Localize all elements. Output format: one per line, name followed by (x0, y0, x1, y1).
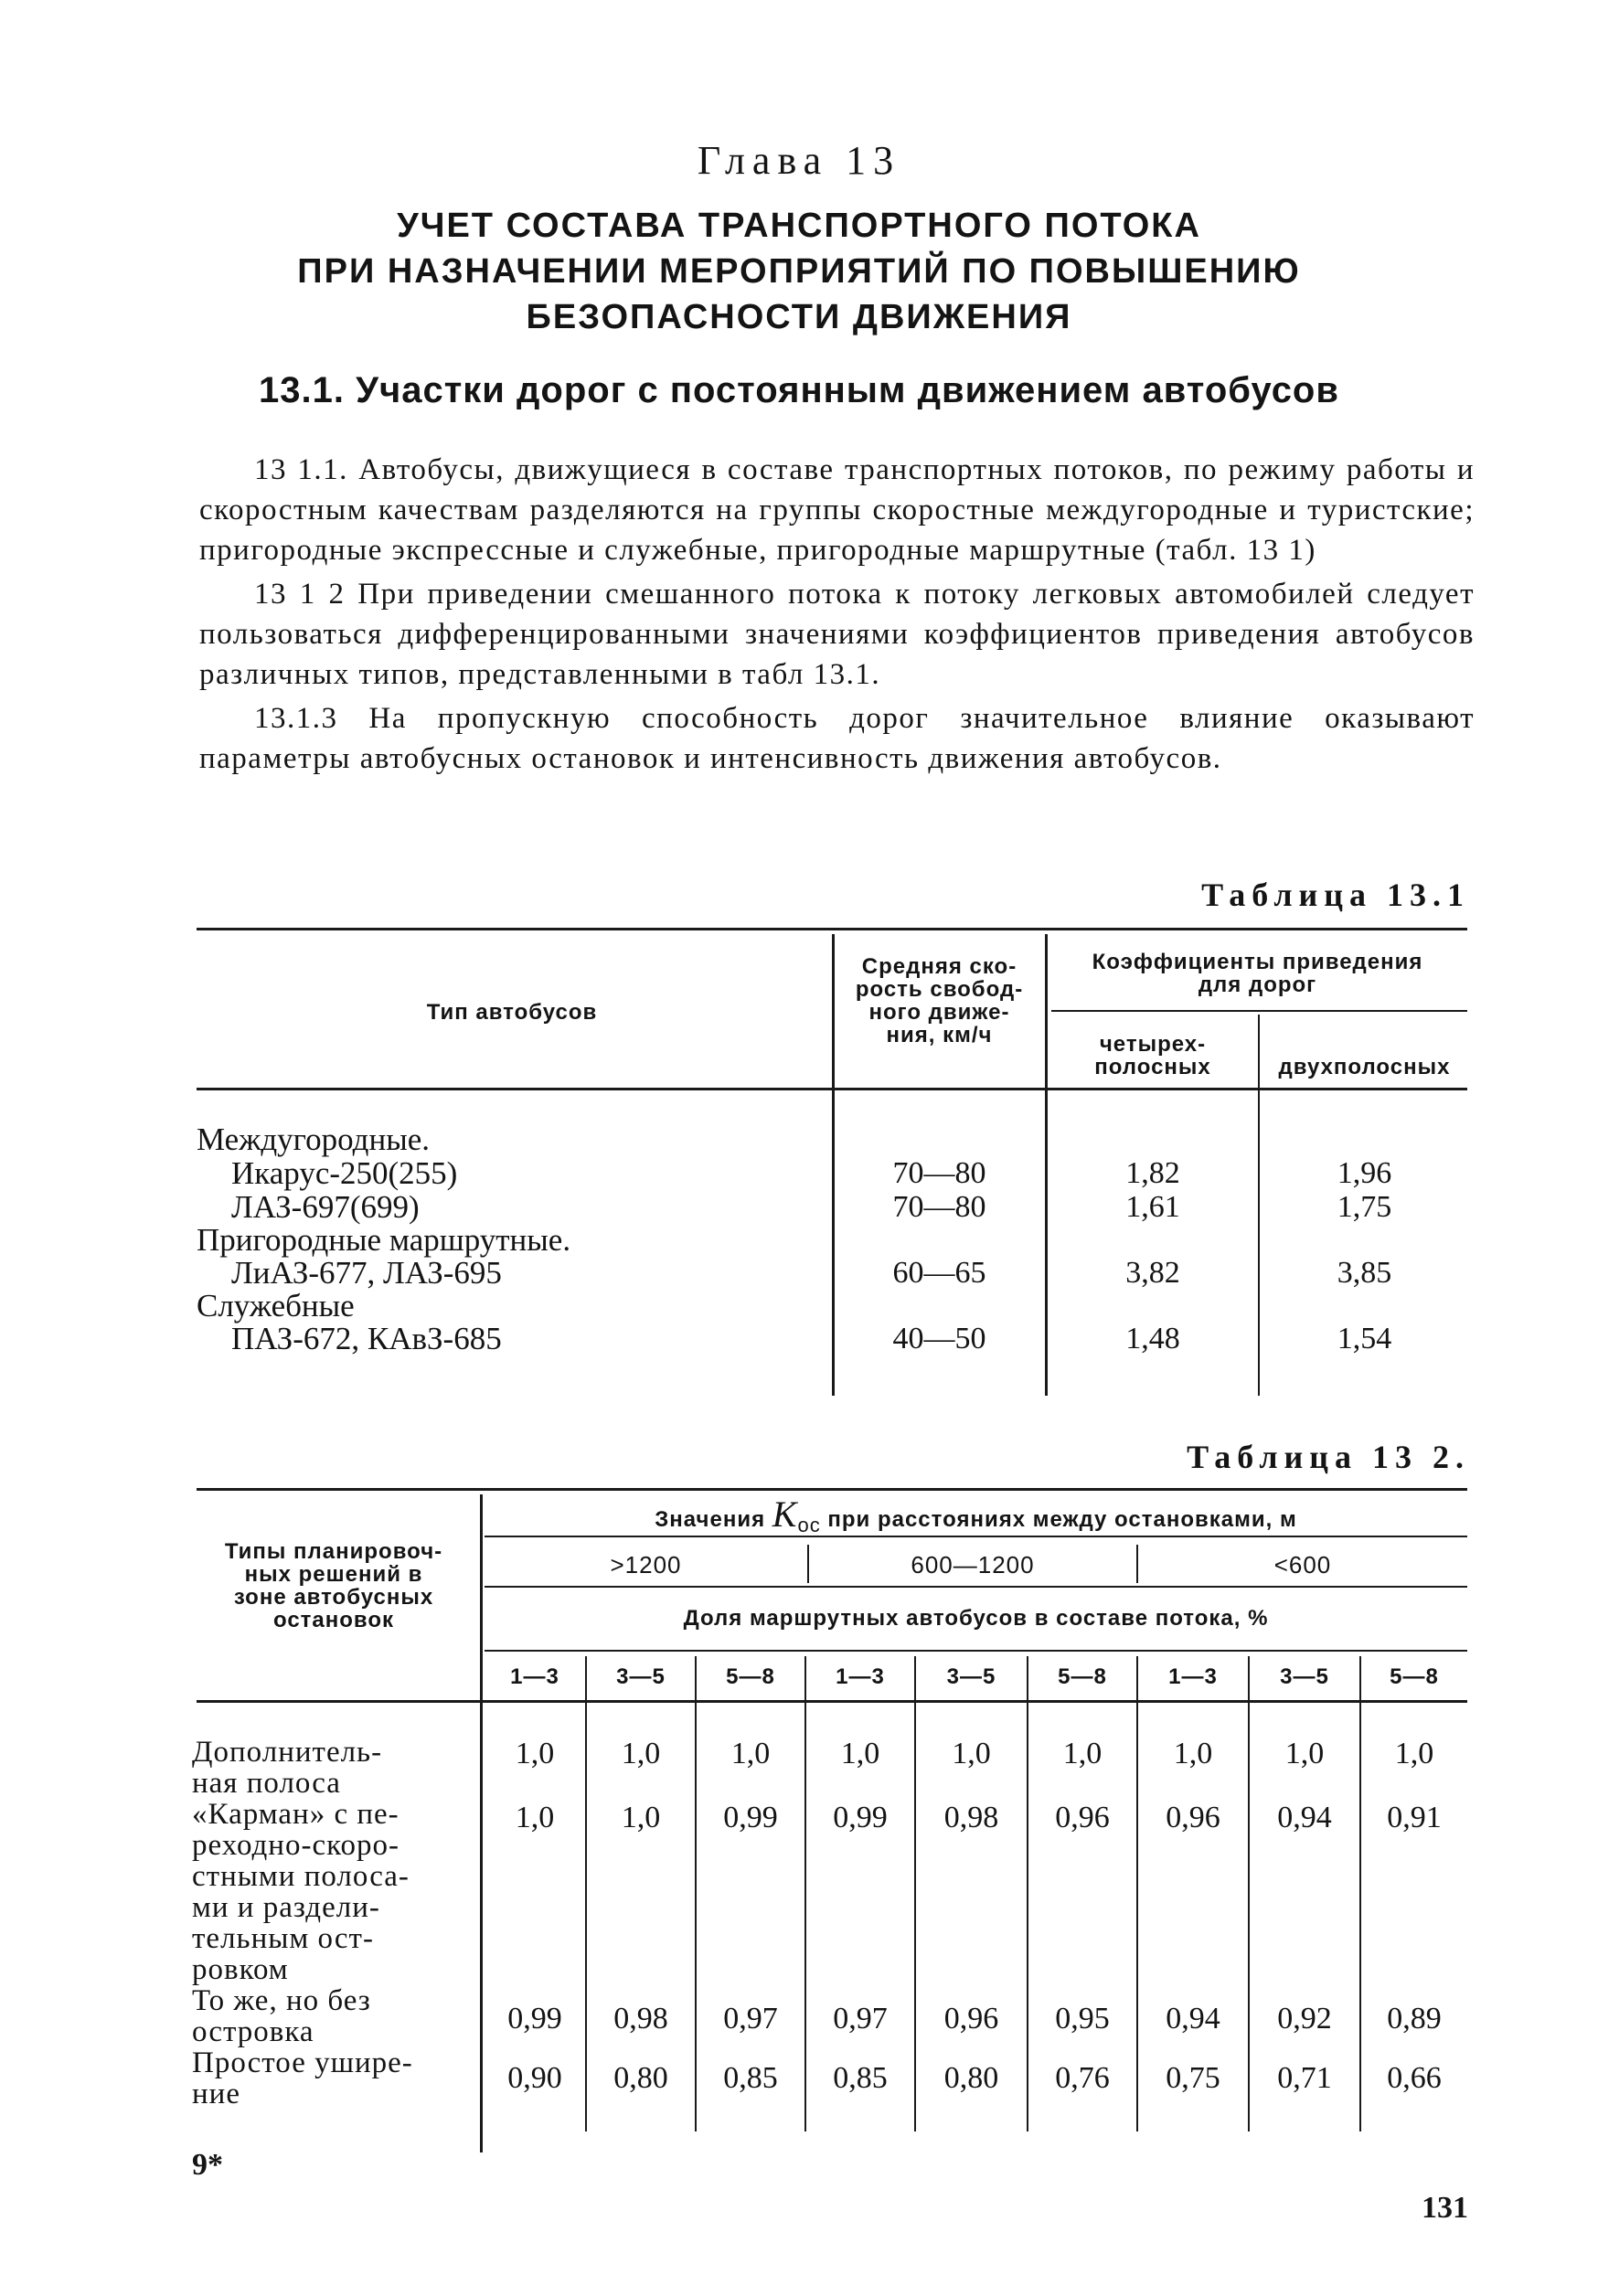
table-cell: 1,0 (621, 1737, 661, 1770)
header-line: рость свобод- (855, 977, 1024, 1002)
label-line: тельным ост- (192, 1922, 374, 1955)
share-column-header: 5—8 (1058, 1664, 1107, 1689)
table1-header-two: двухполосных (1278, 1055, 1451, 1079)
table-cell: 1,61 (1125, 1190, 1180, 1224)
table-cell: 0,66 (1387, 2061, 1442, 2095)
table-cell: 1,0 (840, 1737, 880, 1770)
chapter-title-line: БЕЗОПАСНОСТИ ДВИЖЕНИЯ (526, 298, 1072, 336)
table-row-label: ЛАЗ-697(699) (231, 1189, 420, 1225)
header-line: четырех- (1099, 1032, 1207, 1057)
table-cell: 40—50 (892, 1322, 986, 1355)
distance-header: 600—1200 (911, 1551, 1035, 1578)
table2-rule (485, 1650, 1467, 1652)
table2-top-rule (197, 1488, 1467, 1491)
header-line: Средняя ско- (861, 954, 1017, 979)
table1-header-speed (836, 955, 1042, 1047)
table-cell: 0,92 (1277, 2002, 1332, 2036)
share-column-header: 3—5 (616, 1664, 666, 1689)
label-line: ровком (192, 1953, 289, 1986)
table-cell: 0,99 (833, 1801, 888, 1834)
distance-header: >1200 (610, 1551, 682, 1578)
table-cell: 1,0 (1173, 1737, 1213, 1770)
table2-vline (914, 1656, 916, 2131)
header-line: для дорог (1198, 973, 1317, 997)
table2-vline (1027, 1656, 1028, 2131)
table-cell: 70—80 (892, 1156, 986, 1190)
table-cell: 3,85 (1337, 1256, 1392, 1290)
table-row-label: ПАЗ-672, КАвЗ-685 (231, 1321, 502, 1356)
label-line: стными полоса- (192, 1860, 410, 1893)
table1-subheader-rule (1051, 1010, 1467, 1012)
table-cell: 0,85 (723, 2061, 778, 2095)
table2-vline (695, 1656, 697, 2131)
label-line: Дополнитель- (192, 1736, 383, 1769)
table-cell: 0,94 (1166, 2002, 1220, 2036)
table-cell: 0,96 (943, 2002, 999, 2036)
table2-vline (1136, 1656, 1138, 2131)
table-cell: 0,99 (723, 1801, 778, 1834)
share-column-header: 1—3 (1168, 1664, 1218, 1689)
table2-vline (804, 1656, 806, 2131)
table2-rule (485, 1586, 1467, 1588)
label-line: островка (192, 2015, 314, 2048)
table-cell: 0,99 (507, 2002, 562, 2036)
header-values-prefix: Значения (655, 1507, 766, 1532)
table-cell: 0,90 (507, 2061, 562, 2095)
table2-header-rule (197, 1700, 1467, 1703)
chapter-title-line: УЧЕТ СОСТАВА ТРАНСПОРТНОГО ПОТОКА (397, 207, 1201, 245)
table-cell: 1,0 (730, 1737, 771, 1770)
k-symbol: K (772, 1493, 798, 1535)
table-cell: 1,0 (1394, 1737, 1434, 1770)
table2-vline (480, 1494, 483, 2152)
table-cell: 1,75 (1337, 1190, 1392, 1224)
page-number: 131 (1422, 2191, 1468, 2225)
table-cell: 0,97 (723, 2002, 778, 2036)
label-line: Простое уширe- (192, 2046, 413, 2079)
signature-mark: 9* (192, 2148, 223, 2182)
share-column-header: 5—8 (1390, 1664, 1439, 1689)
table1-top-rule (197, 928, 1467, 930)
table-cell: 60—65 (892, 1256, 986, 1290)
paragraph: 13.1.3 На пропускную способность дорог значительное влияние оказывают параметры автобусных остановок и интенсивность движения автобусов. (199, 702, 1475, 775)
share-column-header: 1—3 (510, 1664, 559, 1689)
paragraph: 13 1 2 При приведении смешанного потока к потоку легковых автомобилей следует пользоваться дифференцированными значениями коэффициентов приведения автобусов различных типов, представленными в табл 13.1. (199, 578, 1475, 691)
table-cell: 1,54 (1337, 1322, 1392, 1355)
header-values-suffix: при расстояниях между остановками, м (827, 1507, 1297, 1532)
table-row-label (192, 1737, 413, 2110)
distance-header: <600 (1273, 1551, 1332, 1578)
table-cell: 0,71 (1277, 2061, 1332, 2095)
header-line: ных решений в (244, 1562, 423, 1587)
table-cell: 0,98 (943, 1801, 999, 1834)
table-cell: 1,0 (1284, 1737, 1325, 1770)
table-cell: 70—80 (892, 1190, 986, 1224)
header-line: ния, км/ч (886, 1023, 993, 1047)
table1-vline (832, 934, 835, 1396)
table-row-label: Икарус-250(255) (231, 1155, 458, 1191)
share-column-header: 3—5 (1280, 1664, 1329, 1689)
table2-vline (1248, 1656, 1250, 2131)
table-cell: 1,96 (1337, 1156, 1392, 1190)
chapter-title (0, 203, 1598, 340)
header-line: остановок (272, 1608, 395, 1632)
table-cell: 0,80 (943, 2061, 999, 2095)
table-cell: 1,0 (515, 1737, 555, 1770)
table-cell: 0,98 (613, 2002, 668, 2036)
table2-vline (1359, 1656, 1361, 2131)
share-header: Доля маршрутных автобусов в составе потока, % (683, 1606, 1269, 1631)
table2-header-type (192, 1540, 475, 1632)
share-column-header: 5—8 (726, 1664, 775, 1689)
table-cell: 0,94 (1277, 1801, 1332, 1834)
table-row-label: Междугородные. (197, 1121, 430, 1157)
table1-header-type: Тип автобусов (426, 1000, 598, 1025)
label-line: ная полоса (192, 1767, 341, 1800)
label-line: ми и раздели- (192, 1891, 380, 1924)
table-cell: 0,97 (833, 2002, 888, 2036)
header-line: Коэффициенты приведения (1092, 950, 1423, 974)
table2-caption: Таблица 13 2. (1187, 1439, 1470, 1475)
table-cell: 0,85 (833, 2061, 888, 2095)
table-cell: 3,82 (1125, 1256, 1180, 1290)
chapter-title-line: ПРИ НАЗНАЧЕНИИ МЕРОПРИЯТИЙ ПО ПОВЫШЕНИЮ (297, 252, 1301, 291)
table-cell: 1,0 (1062, 1737, 1103, 1770)
table-cell: 1,0 (952, 1737, 991, 1770)
paragraph: 13 1.1. Автобусы, движущиеся в составе транспортных потоков, по режиму работы и скоростным качествам разделяются на группы скоростные междугородные и туристские; пригородные экспрессные и служебные, пригородные маршрутные (табл. 13 1) (199, 453, 1475, 567)
table-cell: 0,75 (1166, 2061, 1220, 2095)
label-line: «Карман» с пе- (192, 1798, 400, 1831)
table-cell: 0,89 (1387, 2002, 1442, 2036)
table-row-label: Служебные (197, 1288, 355, 1323)
table-cell: 0,91 (1387, 1801, 1442, 1834)
table2-header-values (485, 1493, 1467, 1541)
table-row-label: ЛиАЗ-677, ЛАЗ-695 (231, 1255, 502, 1291)
table-cell: 1,82 (1125, 1156, 1180, 1190)
label-line: реходно-скоро- (192, 1829, 400, 1862)
table1-header-coef (1049, 951, 1465, 996)
table-cell: 0,96 (1055, 1801, 1110, 1834)
table-cell: 0,76 (1055, 2061, 1110, 2095)
table1-header-four (1049, 1033, 1256, 1079)
label-line: ние (192, 2078, 240, 2110)
header-line: ного движе- (868, 1000, 1010, 1025)
header-line: полосных (1094, 1055, 1211, 1079)
table-row-label: Пригородные маршрутные. (197, 1222, 571, 1258)
header-line: зоне автобусных (233, 1585, 434, 1610)
table-cell: 1,0 (621, 1801, 661, 1834)
table1-vline (1258, 1015, 1260, 1396)
k-subscript: ос (797, 1513, 821, 1536)
header-line: Типы планировоч- (224, 1539, 443, 1564)
table-cell: 0,95 (1055, 2002, 1110, 2036)
table2-vline (585, 1656, 587, 2131)
table-cell: 0,80 (613, 2061, 668, 2095)
share-column-header: 3—5 (946, 1664, 996, 1689)
table-cell: 1,48 (1125, 1322, 1180, 1355)
section-title: 13.1. Участки дорог с постоянным движением автобусов (259, 370, 1339, 410)
table1-vline (1045, 934, 1048, 1396)
label-line: То же, но без (192, 1984, 371, 2017)
chapter-heading: Глава 13 (697, 138, 901, 183)
table1-caption: Таблица 13.1 (1201, 877, 1470, 913)
table-cell: 1,0 (515, 1801, 555, 1834)
body-text (199, 450, 1475, 779)
table-cell: 0,96 (1166, 1801, 1220, 1834)
share-column-header: 1—3 (836, 1664, 885, 1689)
